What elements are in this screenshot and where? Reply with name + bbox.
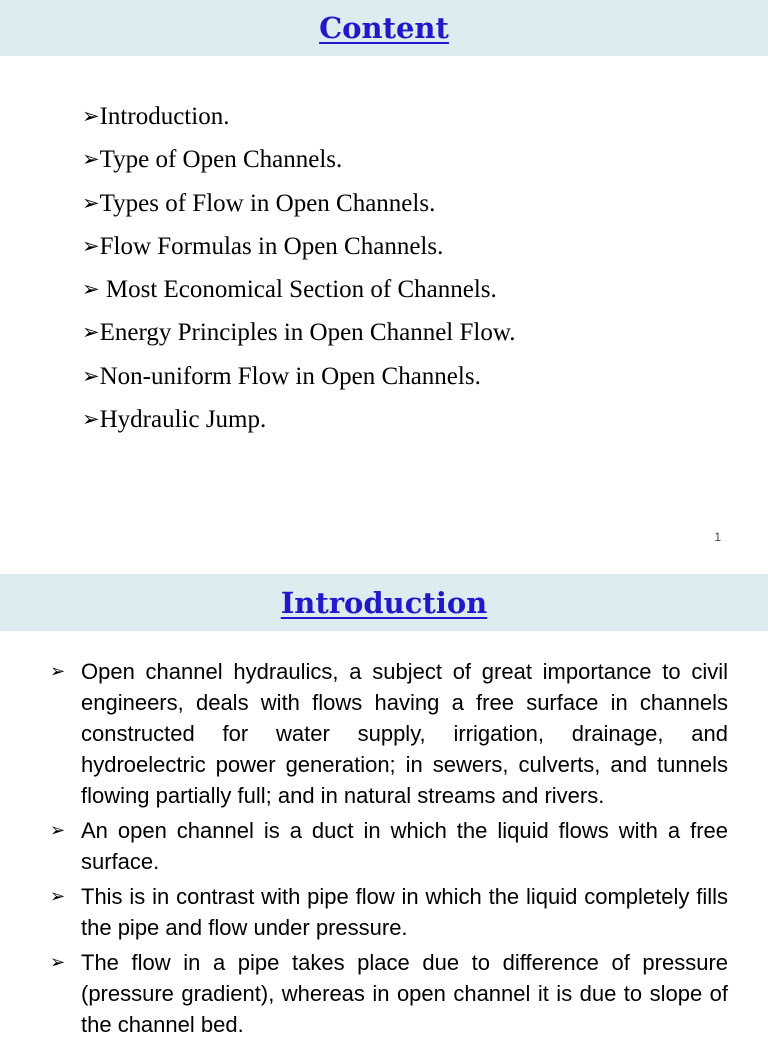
content-item [82,183,516,226]
arrow-bullet-icon: ➢ [82,104,100,128]
paragraph-text: The flow in a pipe takes place due to difference of pressure (pressure gradient), whereas in open channel it is due to slope of the channel bed. [81,950,728,1037]
content-item-text: Most Economical Section of Channels. [99,276,497,304]
content-title-bar [0,0,768,56]
arrow-bullet-icon: ➢ [82,407,100,432]
content-title: Content [319,11,449,45]
content-item-text: Flow Formulas in Open Channels. [99,232,444,260]
arrow-bullet-icon: ➢ [82,147,100,172]
content-item-text: Non-uniform Flow in Open Channels. [99,362,481,390]
introduction-paragraph [50,656,728,811]
arrow-bullet-icon: ➢ [82,277,100,302]
content-item-text: Type of Open Channels. [99,146,343,174]
content-item [82,356,516,399]
introduction-title: Introduction [280,585,488,620]
arrow-bullet-icon: ➢ [82,363,100,388]
arrow-bullet-icon: ➢ [82,320,100,345]
arrow-bullet-icon: ➢ [50,952,66,973]
arrow-bullet-icon: ➢ [50,886,66,907]
paragraph-text: An open channel is a duct in which the liquid flows with a free surface. [81,818,728,874]
content-item [82,139,516,182]
content-item [82,226,516,269]
content-item-text: Types of Flow in Open Channels. [99,189,436,217]
paragraph-text: This is in contrast with pipe flow in which the liquid completely fills the pipe and flow under pressure. [81,884,728,940]
introduction-paragraph [50,815,728,877]
content-item [82,269,516,312]
introduction-paragraph [50,947,728,1040]
content-item-text: Energy Principles in Open Channel Flow. [99,319,516,347]
content-item-text: Introduction. [99,103,230,130]
arrow-bullet-icon: ➢ [82,190,100,215]
slide-number: 1 [714,530,721,544]
content-item [82,312,516,355]
introduction-bullets [50,656,728,1044]
introduction-paragraph [50,881,728,943]
paragraph-text: Open channel hydraulics, a subject of great importance to civil engineers, deals with flows having a free surface in channels constructed for water supply, irrigation, drainage, and hydroelectric power generation; in sewers, culverts, and tunnels flowing partially full; and in natural streams and rivers. [81,659,728,808]
content-item [82,399,516,442]
slide-divider [0,560,768,574]
introduction-title-bar [0,574,768,631]
content-list [82,96,516,442]
arrow-bullet-icon: ➢ [50,820,66,841]
content-item-text: Hydraulic Jump. [99,406,267,434]
content-item [82,96,516,139]
arrow-bullet-icon: ➢ [82,233,100,258]
arrow-bullet-icon: ➢ [50,661,66,682]
